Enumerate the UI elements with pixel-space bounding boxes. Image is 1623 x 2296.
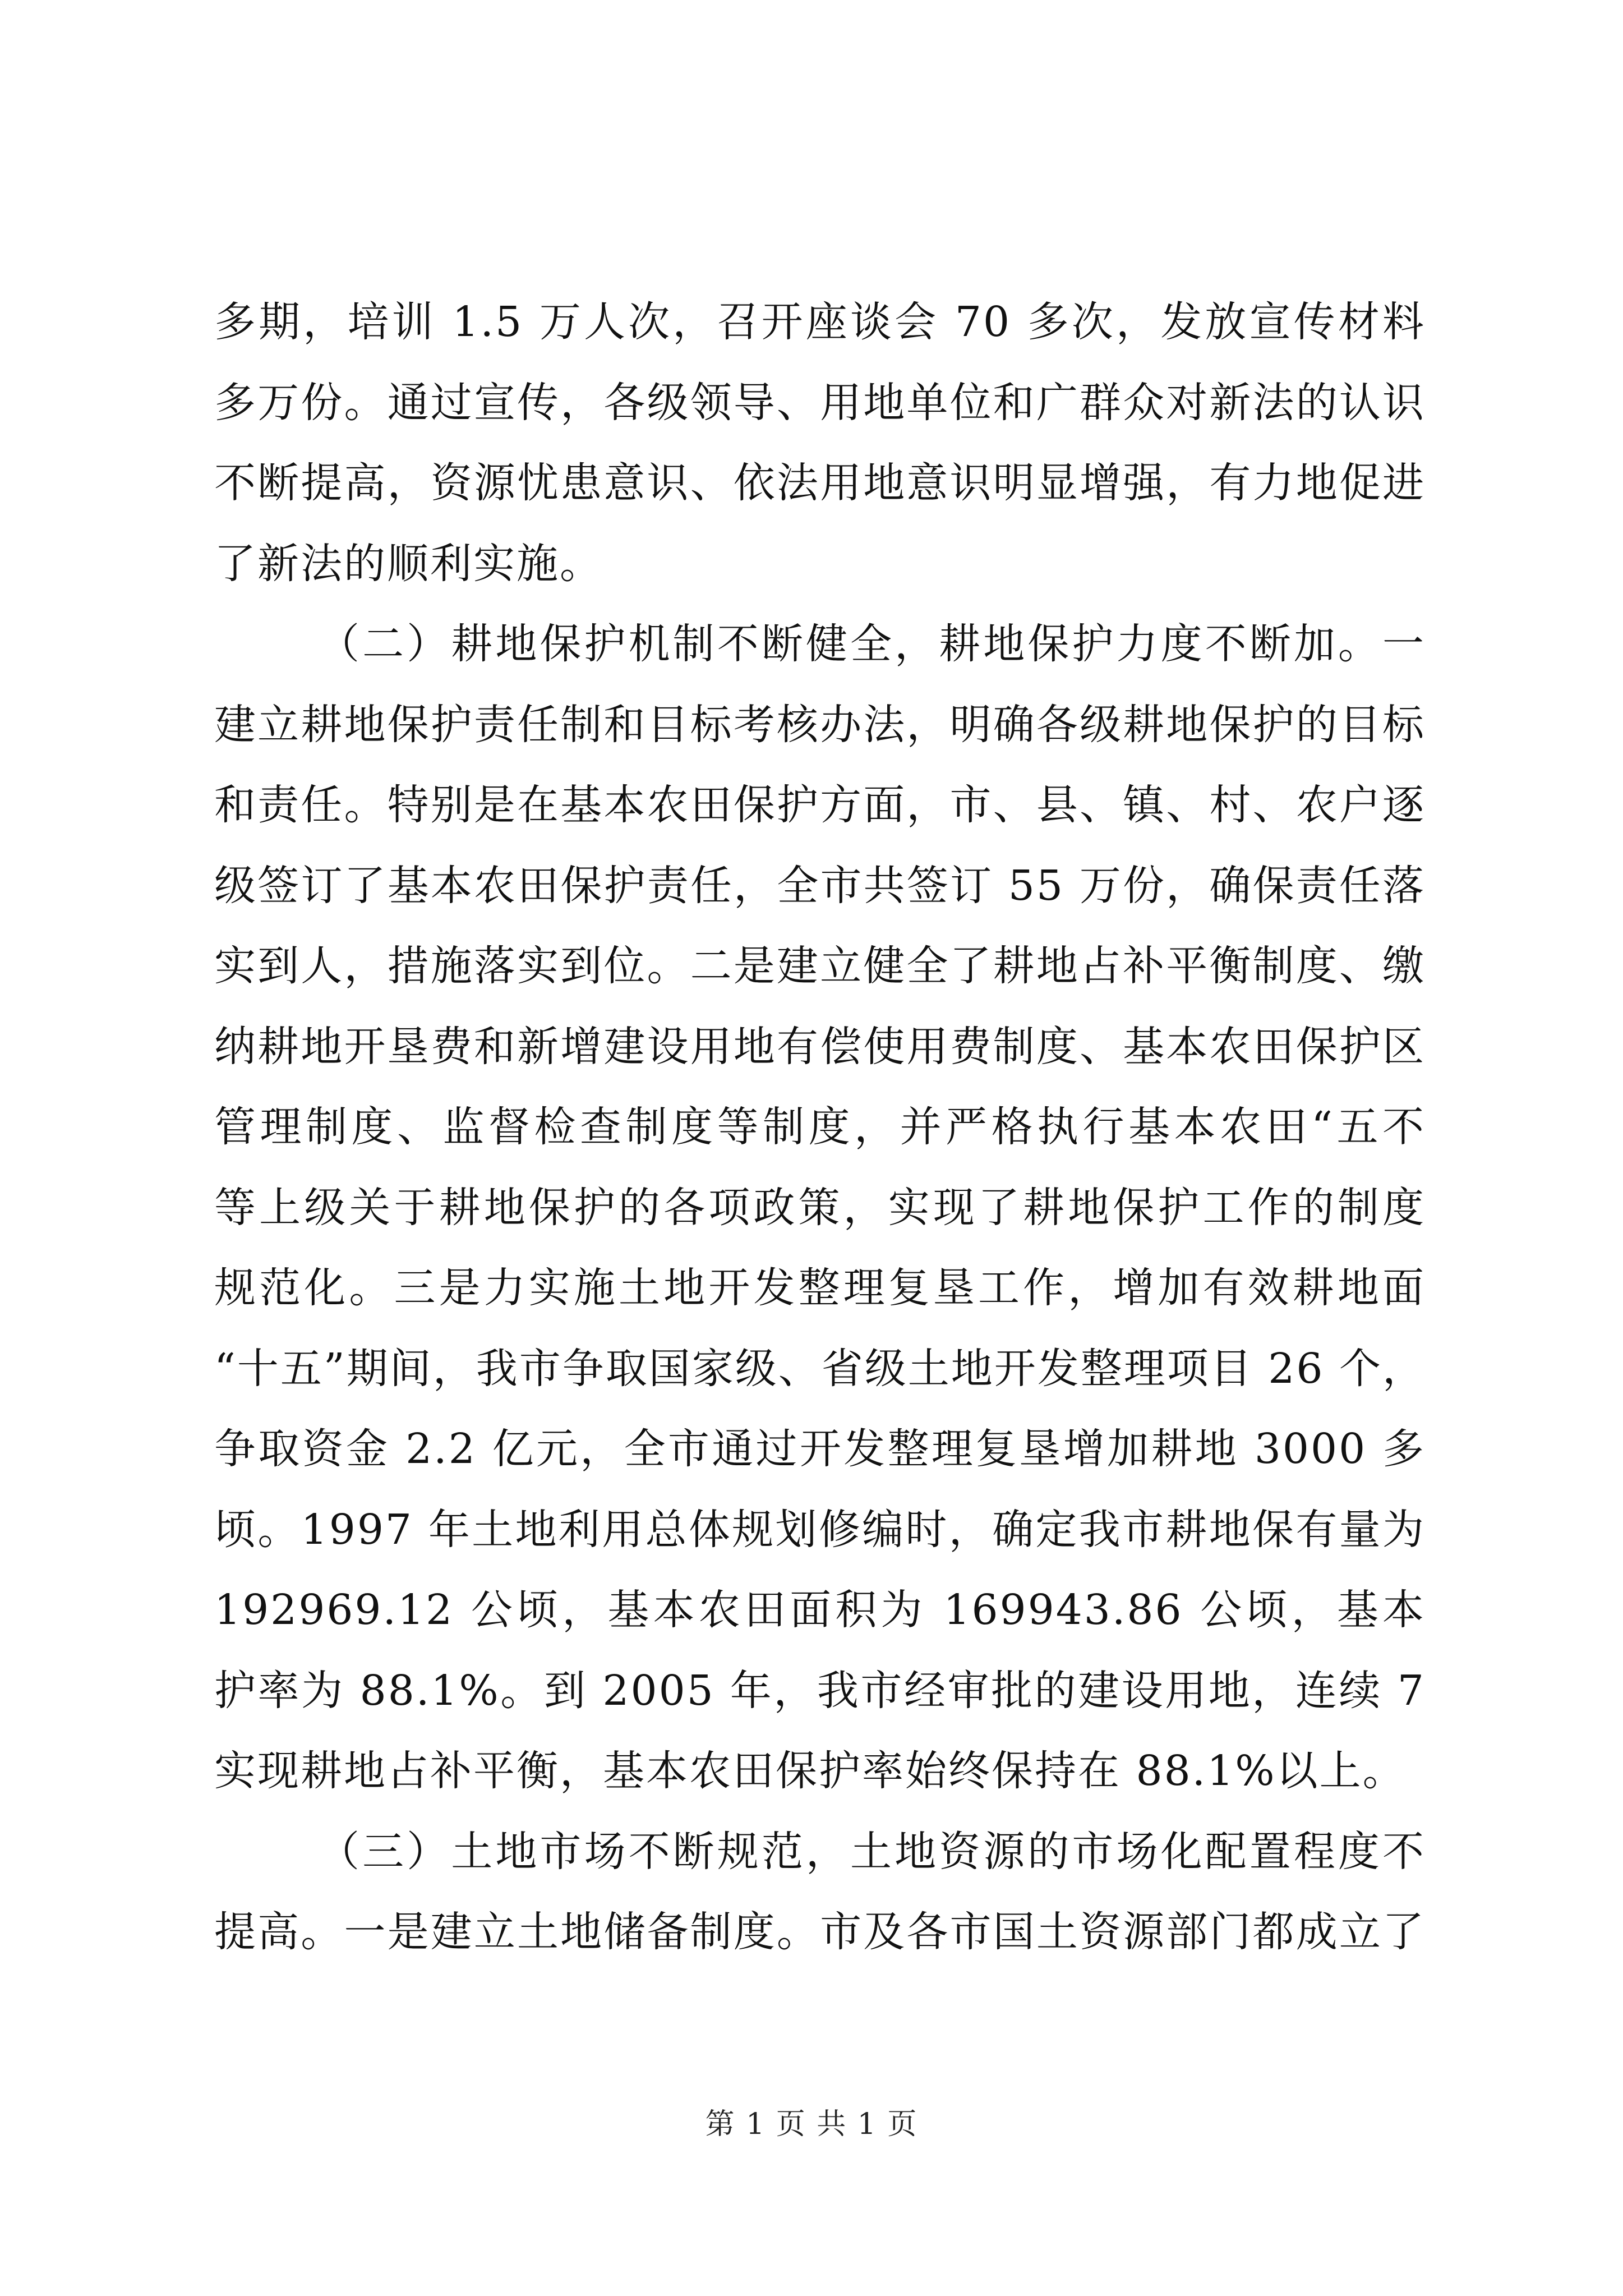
text-line: 级签订了基本农田保护责任，全市共签订 55 万份，确保责任落 <box>214 861 1426 910</box>
text-line: 192969.12 公顷，基本农田面积为 169943.86 公顷，基本 <box>214 1586 1426 1634</box>
text-line: 实到人，措施落实到位。二是建立健全了耕地占补平衡制度、缴 <box>214 942 1426 990</box>
paragraph-start-line: （三）土地市场不断规范，土地资源的市场化配置程度不 <box>318 1827 1426 1876</box>
paragraph-start-line: （二）耕地保护机制不断健全，耕地保护力度不断加。一 <box>318 620 1426 668</box>
text-line: 管理制度、监督检查制度等制度，并严格执行基本农田“五不 <box>214 1103 1426 1151</box>
text-line: 提高。一是建立土地储备制度。市及各市国土资源部门都成立了 <box>214 1908 1426 1956</box>
text-line: 顷。1997 年土地利用总体规划修编时，确定我市耕地保有量为 <box>214 1505 1426 1554</box>
text-line: 多期，培训 1.5 万人次，召开座谈会 70 多次，发放宣传材料 <box>214 298 1426 346</box>
page-footer: 第 1 页 共 1 页 <box>705 2108 918 2141</box>
text-line: 建立耕地保护责任制和目标考核办法，明确各级耕地保护的目标 <box>214 700 1426 749</box>
text-line: “十五”期间，我市争取国家级、省级土地开发整理项目 26 个， <box>214 1344 1426 1393</box>
text-line: 实现耕地占补平衡，基本农田保护率始终保持在 88.1%以上。 <box>214 1747 1406 1795</box>
text-line: 等上级关于耕地保护的各项政策，实现了耕地保护工作的制度 <box>214 1183 1426 1232</box>
text-line: 和责任。特别是在基本农田保护方面，市、县、镇、村、农户逐 <box>214 781 1426 829</box>
body-text <box>214 295 1426 1986</box>
text-line: 不断提高，资源忧患意识、依法用地意识明显增强，有力地促进 <box>214 459 1426 507</box>
text-line: 规范化。三是力实施土地开发整理复垦工作，增加有效耕地面 <box>214 1264 1426 1312</box>
text-line: 多万份。通过宣传，各级领导、用地单位和广群众对新法的认识 <box>214 378 1426 427</box>
text-line: 纳耕地开垦费和新增建设用地有偿使用费制度、基本农田保护区 <box>214 1022 1426 1071</box>
text-line: 了新法的顺利实施。 <box>214 539 603 588</box>
text-line: 争取资金 2.2 亿元，全市通过开发整理复垦增加耕地 3000 多 <box>214 1425 1426 1473</box>
text-line: 护率为 88.1%。到 2005 年，我市经审批的建设用地，连续 7 <box>214 1666 1426 1715</box>
